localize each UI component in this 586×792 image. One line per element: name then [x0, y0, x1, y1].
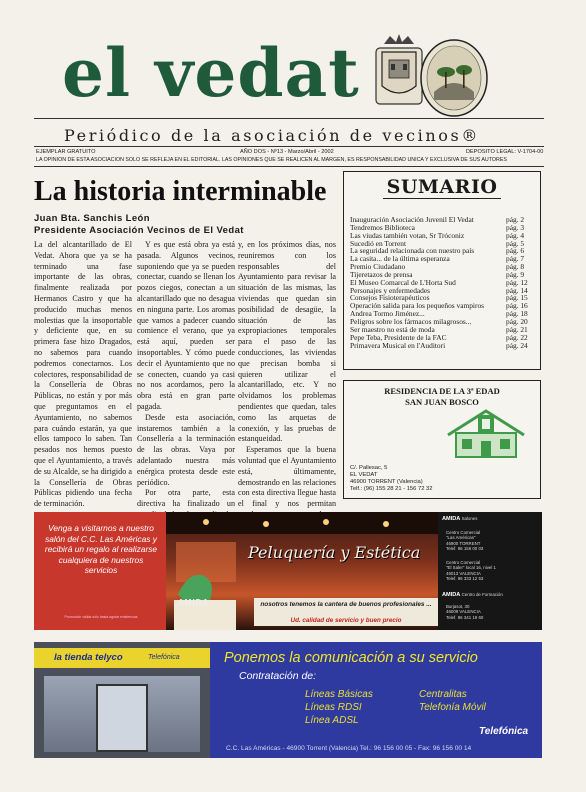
article-author-role: Presidente Asociación Vecinos de El Vedat — [34, 225, 244, 236]
article-paragraph: Por otra parte, esta directiva ha finalizado un — [137, 488, 235, 509]
telefonica-headline: Ponemos la comunicación a su servicio — [224, 650, 478, 666]
sumario-item-label: La seguridad relacionada con nuestro país — [350, 246, 475, 256]
sumario-item-page: pág. 12 — [506, 277, 528, 287]
sumario-item-label: Andrea Tormo Jiménez... — [350, 309, 425, 319]
sumario-item-label: Personajes y enfermedades — [350, 285, 431, 295]
telefonica-service: Telefonía Móvil — [419, 702, 486, 713]
sumario-item-page: pág. 24 — [506, 340, 528, 350]
sumario-item-label: Primavera Musical en l'Auditori — [350, 340, 446, 350]
amida-salon-ad[interactable] — [34, 512, 542, 630]
residencia-place: EL VEDAT — [350, 472, 378, 478]
telefonica-service: Línea ADSL — [305, 715, 359, 726]
article-column-3 — [238, 240, 336, 532]
sumario-item-label: La casita... de la última esperanza — [350, 254, 450, 264]
amida-school-line: 46009 VALENCIA — [446, 609, 481, 615]
sumario-item-page: pág. 16 — [506, 301, 528, 311]
amida-school-brand: AMIDA — [442, 592, 461, 598]
telefonica-service: Líneas Básicas — [305, 689, 373, 700]
amida-salons-brand: AMIDA — [442, 516, 461, 522]
legal-deposit: DEPOSITO LEGAL: V-1704-00 — [466, 149, 544, 155]
sumario-item-page: pág. 2 — [506, 215, 525, 224]
sumario-item-page: pág. 14 — [506, 285, 528, 295]
sumario-item-label: Las viudas también votan, Sr Tróconiz — [350, 230, 465, 240]
sumario-item-page: pág. 4 — [506, 230, 525, 240]
sumario-item-page: pág. 3 — [506, 222, 525, 232]
telefonica-service: Centralitas — [419, 689, 467, 700]
sumario-item-label: Sucedió en Torrent — [350, 238, 406, 248]
amida-slogan-strip — [254, 598, 438, 626]
sumario-item-label: Inauguración Asociación Juvenil El Vedat — [350, 215, 474, 224]
header-rule — [34, 166, 544, 167]
sumario-item-page: pág. 6 — [506, 246, 525, 256]
article-paragraph: y, en los próximos días, nos reuniremos con los responsables del Ayuntamiento para revisar la situación de las mismas, las viviendas que quedan sin posibilidad de desagüe, la situación de las expropiaciones temporales para el paso de las conducciones, las viviendas que precisan bomba si quieren utilizar el alcantarillado, etc. Y no olvidamos los problemas pendientes que quedan, tales como las arquetas de conexión, y las pruebas de estanqueidad. — [238, 240, 336, 444]
telyco-storefront-photo — [34, 642, 210, 758]
sumario-item-page: pág. 5 — [506, 238, 525, 248]
amida-salon-1 — [446, 530, 483, 552]
amida-headline: Peluquería y Estética — [248, 543, 421, 562]
residencia-ad — [343, 380, 541, 499]
sumario-item-label: Premio Ciudadano — [350, 262, 406, 272]
amida-promo-disclaimer: Promoción válida sólo hasta agotar existencias — [64, 615, 138, 619]
masthead-rule-top — [34, 118, 544, 119]
residencia-address: C/. Pallesac, 5 — [350, 465, 388, 471]
amida-school-line: Telef. 96 341 19 60 — [446, 614, 484, 620]
amida-salon-1-line: Centro Comercial — [446, 530, 481, 535]
amida-school-address — [446, 604, 483, 620]
sumario-item-label: Pepe Teba, Presidente de la FAC — [350, 332, 447, 342]
telefonica-services-left — [305, 688, 373, 727]
association-seal-logo — [372, 34, 490, 120]
sumario-box — [343, 171, 541, 370]
sumario-item-label: Ser maestro no está de moda — [350, 324, 435, 334]
sumario-item-page: pág. 9 — [506, 269, 525, 279]
issue-info: AÑO DOS - Nº13 - Marzo/Abril - 2002 — [240, 149, 334, 155]
amida-school-heading — [442, 592, 503, 598]
telyco-sign-brand: Telefónica — [148, 654, 180, 661]
article-paragraph: La del alcantarillado de El Vedat. Ahora que ya se ha terminado una fase importante de las obras, finalmente realizada por Hermanos Castro y que ha producido muchas menos molestias que la insoportable y deficiente que, en su primera fase hizo Dragados, no sabemos para cuando podremos conectarnos. Los colectores, responsabilidad de la Consellería de Obras Públicas, no están y por más que preguntamos en el Ayuntamiento, no sabemos para cuándo estarán, ya que ellos tampoco lo saben. Tan pesados nos hemos puesto que el Ayuntamiento, a través de su Alcalde, se ha dirigido a la Consellería de Obras Públicas pidiendo una fecha de terminación. — [34, 240, 132, 509]
amida-locations-panel — [438, 512, 542, 630]
free-copy-label: EJEMPLAR GRATUITO — [36, 149, 96, 155]
amida-promo-text: Venga a visitarnos a nuestro salón del C.C. Las Américas y recibirá un regalo al realizarse cualquiera de nuestros servicios — [44, 523, 158, 576]
telyco-sign-text: la tienda telyco — [54, 652, 123, 663]
amida-slogan-1: nosotros tenemos la cantera de buenos profesionales ... — [260, 601, 432, 608]
masthead-title: el vedat — [62, 34, 360, 112]
disclaimer-text: LA OPINION DE ESTA ASOCIACION SOLO SE REFLEJA EN EL EDITORIAL. LAS OPINIONES QUE SE REALICEN AL MARGEN, ES RESPONSABILIDAD UNICA Y EXCLUSIVA DE SUS AUTORES — [36, 157, 507, 163]
amida-salon-1-line: Telef. 96 156 00 03 — [446, 546, 484, 552]
sumario-item-page: pág. 21 — [506, 324, 528, 334]
article-paragraph: Y es que está obra ya está pasada. Algunos vecinos, suponiendo que ya se pueden conectar, cuando se llenan los pozos ciegos, conectan a un alcantarillado que no desagua en ninguna parte. Los aromas que vamos a padecer cuando comience el verano, que ya está aquí, pueden ser insoportables. Y cómo puede decir el Ayuntamiento que no se conecten, cuando ya casi no nos acordamos, pero la obra está en gran parte pagada. — [137, 240, 235, 411]
sumario-item-label: Consejos Fisioterapéuticos — [350, 293, 430, 303]
amida-salon-2-line: "El Saler" local 16, nivel 1 — [446, 565, 496, 571]
residence-building-icon — [444, 405, 528, 461]
residencia-title-line-1: RESIDENCIA DE LA 3ª EDAD — [384, 386, 500, 396]
telefonica-logo: Telefónica — [479, 726, 529, 737]
article-column-2 — [137, 240, 235, 521]
amida-school-line: Burjasot, 30 — [446, 604, 470, 609]
amida-salon-2-line: Centro Comercial — [446, 560, 481, 565]
residencia-city: 46900 TORRENT (Valencia) — [350, 479, 423, 485]
article-paragraph: Esperamos que la buena voluntad que el Ayuntamiento está, últimamente, demostrando en las relaciones con esta directiva llegue hasta el final y nos permitan — [238, 445, 336, 509]
sumario-list — [350, 216, 538, 349]
sumario-title-text: SUMARIO — [383, 176, 502, 199]
telefonica-ad[interactable] — [34, 642, 542, 758]
sumario-item-label: Operación salida para los pequeños vampiros — [350, 301, 485, 311]
sumario-item-label: El Museo Comarcal de L'Horta Sud — [350, 277, 456, 287]
sumario-item-page: pág. 20 — [506, 316, 528, 326]
masthead-rule-bottom — [34, 146, 544, 147]
amida-salon-2-line: Telef. 96 333 12 53 — [446, 576, 484, 582]
residencia-title-line-2: SAN JUAN BOSCO — [405, 397, 479, 407]
amida-school-title: Centro de Formación — [461, 592, 503, 597]
sumario-item-page: pág. 7 — [506, 254, 525, 264]
telefonica-footer-contact: C.C. Las Américas - 46900 Torrent (Valencia) Tel.: 96 156 00 05 - Fax: 96 156 00 14 — [226, 745, 472, 752]
amida-salon-1-line: 46900 TORRENT — [446, 540, 481, 546]
article-column-1 — [34, 240, 132, 510]
article-paragraph: Desde esta asociación, instaremos también a la Consellería a la terminación de las obras. Vaya por adelantado nuestra más enérgica protesta desde este periódico. — [137, 412, 235, 487]
telefonica-service: Líneas RDSI — [305, 702, 362, 713]
sumario-item-label: Tijeretazos de prensa — [350, 269, 413, 279]
amida-brand-logo: AMIDA — [178, 598, 210, 607]
telefonica-services-right — [419, 688, 486, 714]
telefonica-contract-label: Contratación de: — [239, 670, 317, 682]
article-author: Juan Bta. Sanchis León — [34, 213, 150, 224]
amida-salons-heading — [442, 516, 477, 522]
sumario-item-label: Peligros sobre los fármacos milagrosos... — [350, 316, 472, 326]
sumario-item-page: pág. 18 — [506, 309, 528, 319]
article-headline: La historia interminable — [34, 176, 327, 207]
sumario-title — [344, 176, 540, 198]
amida-salon-1-line: "Las Américas" — [446, 535, 476, 541]
amida-salon-2 — [446, 560, 496, 582]
residencia-address-block — [350, 465, 433, 493]
residencia-phone: Telf.: (96) 155 28 21 - 156 72 32 — [350, 486, 433, 492]
telyco-store-sign — [34, 648, 210, 668]
sumario-item-page: pág. 15 — [506, 293, 528, 303]
storefront-door — [96, 684, 148, 752]
amida-salon-2-line: 46013 VALENCIA — [446, 570, 481, 576]
amida-slogan-2: Ud. calidad de servicio y buen precio — [290, 617, 402, 624]
masthead-subtitle: Periódico de la asociación de vecinos® — [64, 126, 480, 145]
sumario-item-label: Tendremos Biblioteca — [350, 222, 415, 232]
sumario-item-page: pág. 22 — [506, 332, 528, 342]
sumario-item[interactable] — [350, 342, 538, 350]
amida-promo-panel — [34, 512, 166, 630]
amida-salons-title: Salones — [461, 516, 478, 521]
sumario-item-page: pág. 8 — [506, 262, 525, 272]
